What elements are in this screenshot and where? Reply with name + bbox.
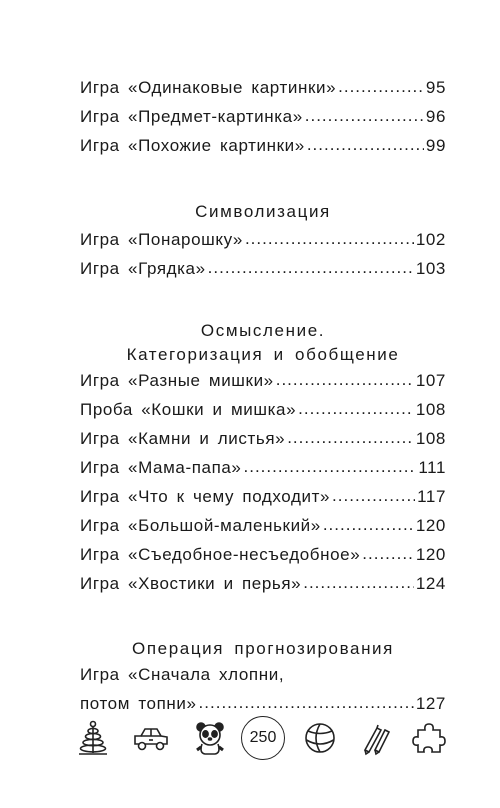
toc-entry-page: 124 — [415, 574, 446, 593]
dot-leader — [199, 693, 414, 713]
toc-entry — [80, 400, 446, 429]
toc-entry — [80, 487, 446, 516]
toc-entry-title: Игра «Съедобное-несъедобное» — [80, 545, 361, 564]
toc-entry — [80, 458, 446, 487]
toc-entry-page: 108 — [415, 429, 446, 448]
toc-entry-title: Игра «Хвостики и перья» — [80, 574, 302, 593]
toc-entry-page: 107 — [415, 371, 446, 390]
dot-leader — [244, 457, 417, 477]
toc-entry-page: 102 — [415, 230, 446, 249]
toc-entry — [80, 259, 446, 288]
toc-entry-page: 103 — [415, 259, 446, 278]
dot-leader — [298, 399, 414, 419]
stacking-rings-icon — [76, 720, 110, 756]
toc-entry-title: Игра «Одинаковые картинки» — [80, 78, 337, 97]
toc-entry — [80, 516, 446, 545]
toc-entry-page: 95 — [425, 78, 446, 97]
dot-leader — [332, 486, 415, 506]
toc-entry-page: 120 — [415, 545, 446, 564]
section-heading: Категоризация и обобщение — [126, 345, 400, 364]
page-number-badge: 250 — [241, 716, 285, 760]
section-heading: Осмысление. — [200, 321, 326, 340]
toc-entry — [80, 665, 446, 723]
toc-entry-page: 117 — [417, 487, 446, 506]
toc-entry-title: Игра «Что к чему подходит» — [80, 487, 331, 506]
dot-leader — [323, 515, 414, 535]
dot-leader — [208, 258, 414, 278]
toc-entry-page: 120 — [415, 516, 446, 535]
toc-entry-title: Игра «Мама-папа» — [80, 458, 242, 477]
dot-leader — [338, 77, 424, 97]
dot-leader — [307, 135, 424, 155]
dot-leader — [303, 573, 414, 593]
panda-icon — [193, 720, 227, 756]
table-of-contents — [80, 78, 446, 723]
toc-entry-page: 108 — [415, 400, 446, 419]
toc-entry-page: 96 — [425, 107, 446, 126]
dot-leader — [362, 544, 414, 564]
toc-entry-title-cont: потом топни» — [80, 694, 197, 713]
section-heading: Символизация — [195, 202, 331, 221]
pencils-icon — [359, 720, 393, 756]
toc-entry-title: Игра «Большой-маленький» — [80, 516, 321, 535]
toc-entry — [80, 574, 446, 603]
dot-leader — [305, 106, 424, 126]
dot-leader — [287, 428, 414, 448]
toc-entry-title: Игра «Понарошку» — [80, 230, 243, 249]
toc-entry — [80, 230, 446, 259]
page-footer — [0, 716, 500, 766]
dot-leader — [276, 370, 414, 390]
toc-entry-title: Проба «Кошки и мишка» — [80, 400, 297, 419]
toc-entry — [80, 107, 446, 136]
toc-entry-title: Игра «Сначала хлопни, — [80, 665, 285, 684]
toc-entry-page: 99 — [425, 136, 446, 155]
puzzle-piece-icon — [412, 720, 446, 756]
toc-entry — [80, 78, 446, 107]
toc-entry — [80, 136, 446, 165]
toc-entry-title: Игра «Разные мишки» — [80, 371, 274, 390]
toc-entry-page: 127 — [415, 694, 446, 713]
toc-entry-title: Игра «Камни и листья» — [80, 429, 286, 448]
toc-entry — [80, 429, 446, 458]
ball-icon — [303, 720, 337, 756]
toc-entry — [80, 545, 446, 574]
toc-entry — [80, 371, 446, 400]
toc-entry-title: Игра «Предмет-картинка» — [80, 107, 303, 126]
toc-entry-page: 111 — [418, 458, 446, 477]
toy-car-icon — [131, 720, 171, 756]
toc-entry-title: Игра «Похожие картинки» — [80, 136, 305, 155]
section-heading: Операция прогнозирования — [132, 639, 394, 658]
dot-leader — [245, 229, 414, 249]
toc-entry-title: Игра «Грядка» — [80, 259, 206, 278]
